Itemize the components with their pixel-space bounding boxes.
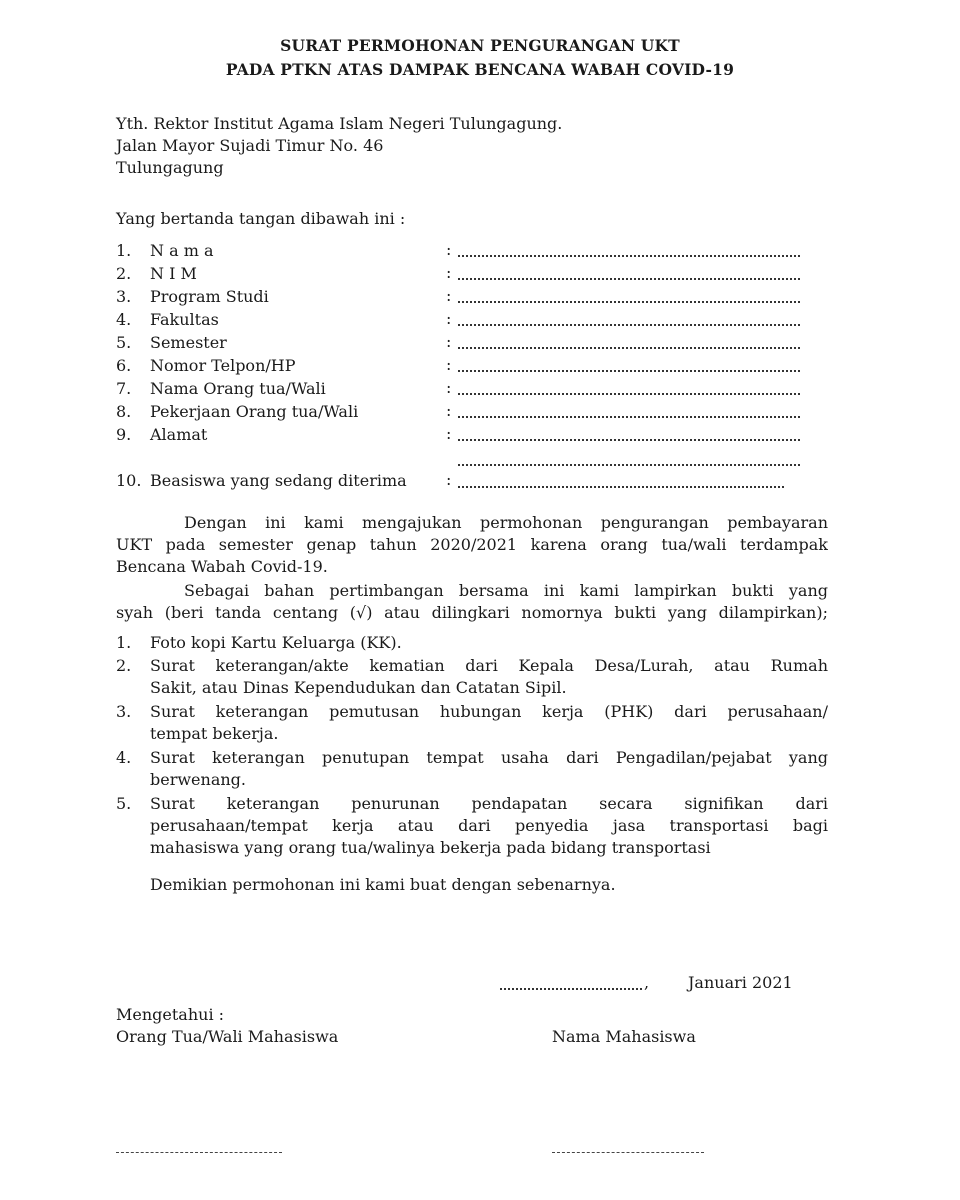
attachment-text: Surat keterangan/akte kematian dari Kepala Desa/Lurah, atau Rumah	[150, 656, 828, 675]
attachment-text-cont: berwenang.	[150, 770, 246, 789]
paragraph-attachment-line2: syah (beri tanda centang (√) atau dilingkari nomornya bukti yang dilampirkan);	[116, 603, 828, 622]
date-place-fill-line[interactable]	[500, 988, 642, 990]
field-colon: :	[446, 378, 452, 397]
field-number: 2.	[116, 264, 132, 283]
paragraph-request-line3: Bencana Wabah Covid-19.	[116, 557, 328, 576]
attachment-number: 4.	[116, 748, 132, 767]
field-colon: :	[446, 332, 452, 351]
student-signature-line[interactable]	[552, 1152, 704, 1153]
parent-signature-line[interactable]	[116, 1152, 282, 1153]
attachment-text: Surat keterangan penurunan pendapatan secara signifikan dari	[150, 794, 828, 813]
field-fill-line[interactable]	[458, 439, 800, 441]
field-label: Nama Orang tua/Wali	[150, 379, 326, 398]
field-number: 10.	[116, 471, 142, 490]
field-colon: :	[446, 263, 452, 282]
attachment-number: 5.	[116, 794, 132, 813]
field-label: Program Studi	[150, 287, 269, 306]
field-fill-line[interactable]	[458, 255, 800, 257]
attachment-text: Surat keterangan penutupan tempat usaha dari Pengadilan/pejabat yang	[150, 748, 828, 767]
field-fill-line[interactable]	[458, 301, 800, 303]
field-colon: :	[446, 355, 452, 374]
field-label: N I M	[150, 264, 197, 283]
field-number: 9.	[116, 425, 132, 444]
field-number: 4.	[116, 310, 132, 329]
student-signature-label: Nama Mahasiswa	[552, 1027, 696, 1046]
field-label: N a m a	[150, 241, 214, 260]
field-fill-line[interactable]	[458, 370, 800, 372]
field-colon: :	[446, 309, 452, 328]
field-number: 1.	[116, 241, 132, 260]
letter-title-line1: SURAT PERMOHONAN PENGURANGAN UKT	[280, 36, 680, 55]
field-fill-line[interactable]	[458, 278, 800, 280]
address-city: Tulungagung	[116, 158, 224, 177]
field-number: 8.	[116, 402, 132, 421]
attachment-number: 3.	[116, 702, 132, 721]
field-label: Fakultas	[150, 310, 219, 329]
attachment-text-cont: mahasiswa yang orang tua/walinya bekerja pada bidang transportasi	[150, 838, 711, 857]
address-street: Jalan Mayor Sujadi Timur No. 46	[116, 136, 384, 155]
field-label: Nomor Telpon/HP	[150, 356, 296, 375]
field-colon: :	[446, 286, 452, 305]
attachment-text-cont: perusahaan/tempat kerja atau dari penyedia jasa transportasi bagi	[150, 816, 828, 835]
attachment-text: Surat keterangan pemutusan hubungan kerja (PHK) dari perusahaan/	[150, 702, 828, 721]
parent-signature-label: Orang Tua/Wali Mahasiswa	[116, 1027, 339, 1046]
field-fill-line-2[interactable]	[458, 464, 800, 466]
recipient-line: Yth. Rektor Institut Agama Islam Negeri Tulungagung.	[116, 114, 563, 133]
attachment-number: 1.	[116, 633, 132, 652]
field-number: 7.	[116, 379, 132, 398]
field-number: 3.	[116, 287, 132, 306]
paragraph-request-line2: UKT pada semester genap tahun 2020/2021 karena orang tua/wali terdampak	[116, 535, 828, 554]
attachment-text-cont: tempat bekerja.	[150, 724, 279, 743]
letter-title-line2: PADA PTKN ATAS DAMPAK BENCANA WABAH COVID-19	[225, 60, 735, 79]
date-text: Januari 2021	[688, 973, 793, 992]
attachment-number: 2.	[116, 656, 132, 675]
intro-text: Yang bertanda tangan dibawah ini :	[116, 209, 406, 228]
field-fill-line[interactable]	[458, 324, 800, 326]
attachment-text: Foto kopi Kartu Keluarga (KK).	[150, 633, 402, 652]
field-fill-line[interactable]	[458, 347, 800, 349]
attachment-text-cont: Sakit, atau Dinas Kependudukan dan Catatan Sipil.	[150, 678, 567, 697]
field-colon: :	[446, 424, 452, 443]
acknowledge-label: Mengetahui :	[116, 1005, 225, 1024]
paragraph-attachment-line1: Sebagai bahan pertimbangan bersama ini kami lampirkan bukti yang	[184, 581, 828, 600]
date-comma: ,	[644, 973, 650, 992]
closing-statement: Demikian permohonan ini kami buat dengan sebenarnya.	[150, 875, 616, 894]
field-number: 5.	[116, 333, 132, 352]
field-label: Pekerjaan Orang tua/Wali	[150, 402, 359, 421]
field-label: Semester	[150, 333, 227, 352]
field-colon: :	[446, 470, 452, 489]
field-fill-line[interactable]	[458, 416, 800, 418]
field-label: Beasiswa yang sedang diterima	[150, 471, 407, 490]
field-fill-line[interactable]	[458, 393, 800, 395]
paragraph-request-line1: Dengan ini kami mengajukan permohonan pengurangan pembayaran	[184, 513, 828, 532]
field-colon: :	[446, 401, 452, 420]
field-number: 6.	[116, 356, 132, 375]
field-label: Alamat	[150, 425, 208, 444]
field-fill-line[interactable]	[458, 486, 784, 488]
field-colon: :	[446, 240, 452, 259]
